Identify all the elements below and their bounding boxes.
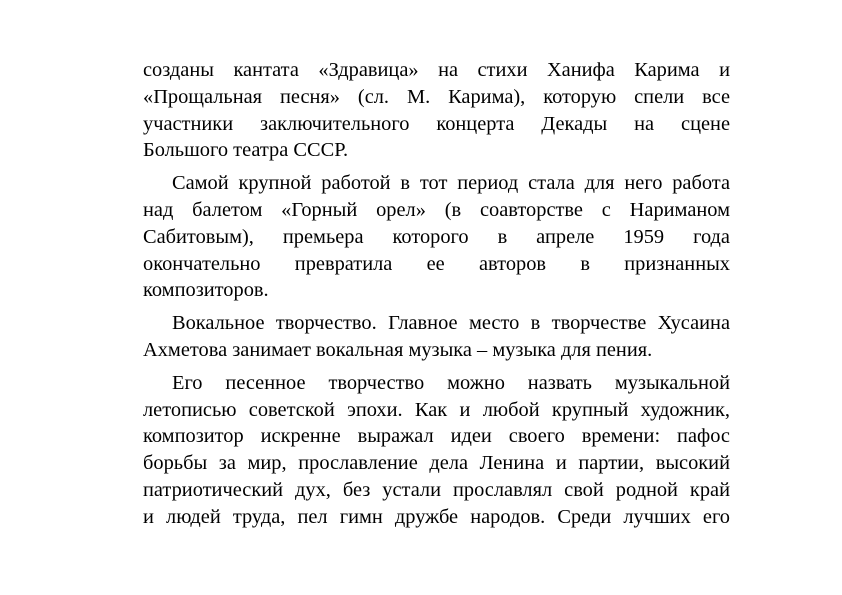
text-line: летописью советской эпохи. Как и любой крупный художник,	[143, 398, 730, 421]
text-line: Вокальное творчество. Главное место в творчестве Хусаина	[172, 312, 730, 335]
paragraph-4	[143, 370, 730, 531]
text-line: Большого театра СССР.	[143, 139, 349, 162]
text-line: композитор искренне выражал идеи своего времени: пафос	[143, 425, 730, 448]
paragraph-3	[143, 310, 730, 364]
text-line: и людей труда, пел гимн дружбе народов. Среди лучших его	[143, 505, 730, 528]
text-line: Самой крупной работой в тот период стала для него работа	[172, 172, 730, 195]
text-line: Сабитовым), премьера которого в апреле 1959 года	[143, 225, 730, 248]
text-line: патриотический дух, без устали прославлял свой родной край	[143, 478, 730, 501]
text-line: борьбы за мир, прославление дела Ленина и партии, высокий	[143, 452, 730, 475]
text-line: созданы кантата «Здравица» на стихи Ханифа Карима и	[143, 59, 730, 81]
text-line: Его песенное творчество можно назвать музыкальной	[172, 371, 730, 394]
body-text	[143, 57, 730, 537]
paragraph-2	[143, 170, 730, 304]
text-line: композиторов.	[143, 279, 269, 302]
text-line: над балетом «Горный орел» (в соавторстве с Нариманом	[143, 198, 730, 221]
text-line: «Прощальная песня» (сл. М. Карима), которую спели все	[143, 85, 730, 108]
text-line: участники заключительного концерта Декады на сцене	[143, 112, 730, 135]
paragraph-1	[143, 57, 730, 164]
text-line: Ахметова занимает вокальная музыка – музыка для пения.	[143, 338, 653, 361]
text-line: окончательно превратила ее авторов в признанных	[143, 252, 730, 275]
